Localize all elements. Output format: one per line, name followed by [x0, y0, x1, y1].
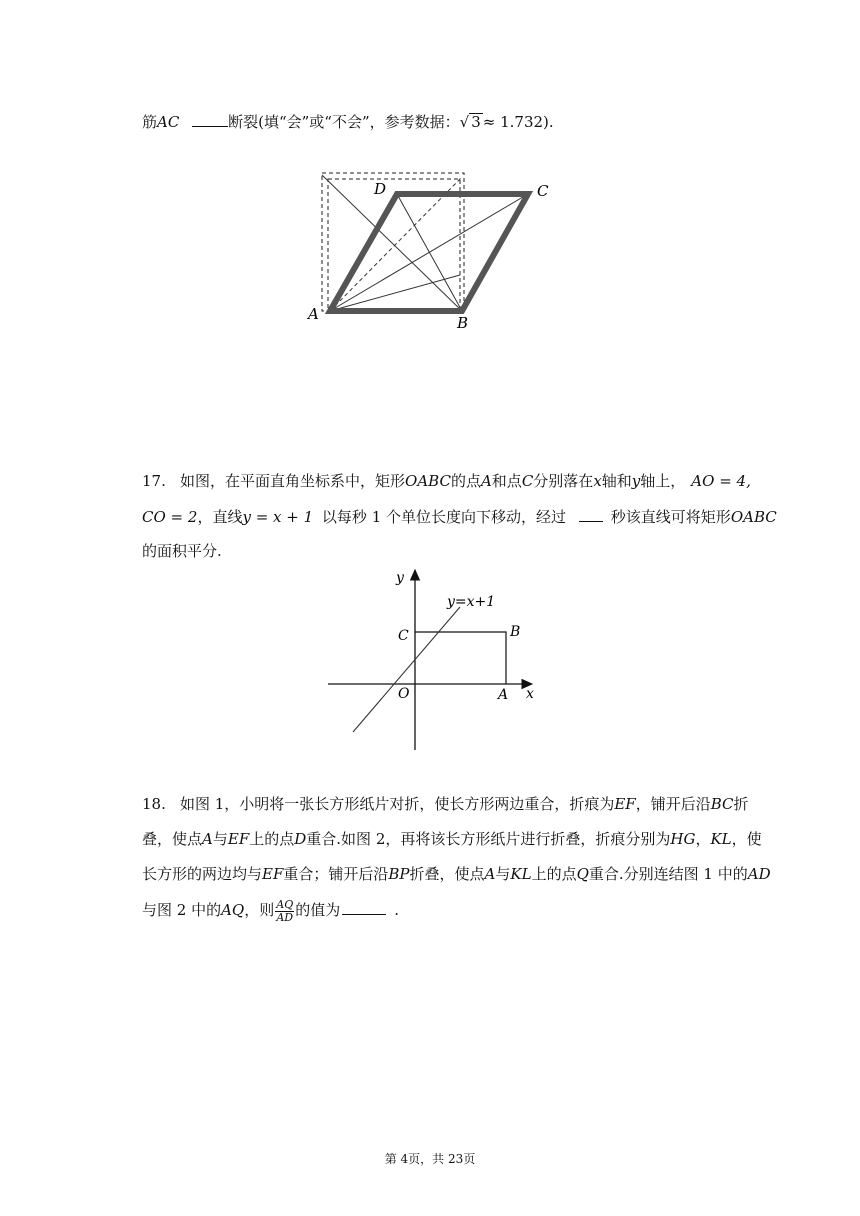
q18-line-1: 如图 1，小明将一张长方形纸片对折，使长方形两边重合，折痕为EF，铺开后沿BC折 — [180, 795, 749, 813]
point-c-label: C — [398, 628, 409, 644]
q18-number: 18. — [142, 795, 166, 813]
q17-line-2: CO = 2，直线y = x + 1 以每秒 1 个单位长度向下移动，经过 秒该直线可将矩形OABC — [142, 505, 777, 528]
x-axis-label: x — [526, 686, 534, 702]
q16-answer-blank[interactable] — [192, 110, 228, 127]
fig16-label-c: C — [537, 182, 549, 200]
line-label: y=x+1 — [447, 594, 496, 610]
figure-16-rhombus — [300, 165, 560, 335]
fig16-label-b: B — [457, 314, 469, 332]
q17-line-3: 的面积平分. — [142, 542, 222, 560]
q16-tail-line: 筋AC 断裂(填“会”或“不会”，参考数据：√ 3 ≈ 1.732). — [142, 110, 554, 133]
figure-17-coordinate-plane — [320, 560, 550, 755]
q17-number: 17. — [142, 472, 166, 490]
origin-label: O — [398, 686, 410, 702]
q18-line-3: 长方形的两边均与EF重合；铺开后沿BP折叠，使点A与KL上的点Q重合.分别连结图 1 中的AD — [142, 865, 771, 883]
q18-line-4: 与图 2 中的AQ，则 $\frac{AQ}{AD}$ 的值为 . — [142, 897, 400, 924]
fraction-aq-over-ad: $\frac{AQ}{AD}$ — [276, 897, 294, 924]
sqrt-symbol: √ — [459, 113, 470, 131]
page-footer: 第 4页，共 23页 — [384, 1152, 476, 1166]
fig16-label-d: D — [374, 180, 387, 198]
point-b-label: B — [510, 624, 521, 640]
fig16-label-a: A — [308, 305, 319, 323]
y-axis-label: y — [396, 570, 404, 586]
q18-line-2: 叠，使点A与EF上的点D重合.如图 2，再将该长方形纸片进行折叠，折痕分别为HG，KL，使 — [142, 830, 762, 848]
point-a-label: A — [498, 687, 509, 703]
line-y-eq-x-plus-1 — [353, 607, 460, 732]
q18-answer-blank[interactable] — [342, 898, 386, 915]
q17-answer-blank[interactable] — [579, 505, 603, 522]
q17-line-1: 如图，在平面直角坐标系中，矩形OABC的点A和点C分别落在x轴和y轴上， AO = 4, — [180, 472, 751, 490]
rectangle-oabc — [415, 632, 506, 684]
